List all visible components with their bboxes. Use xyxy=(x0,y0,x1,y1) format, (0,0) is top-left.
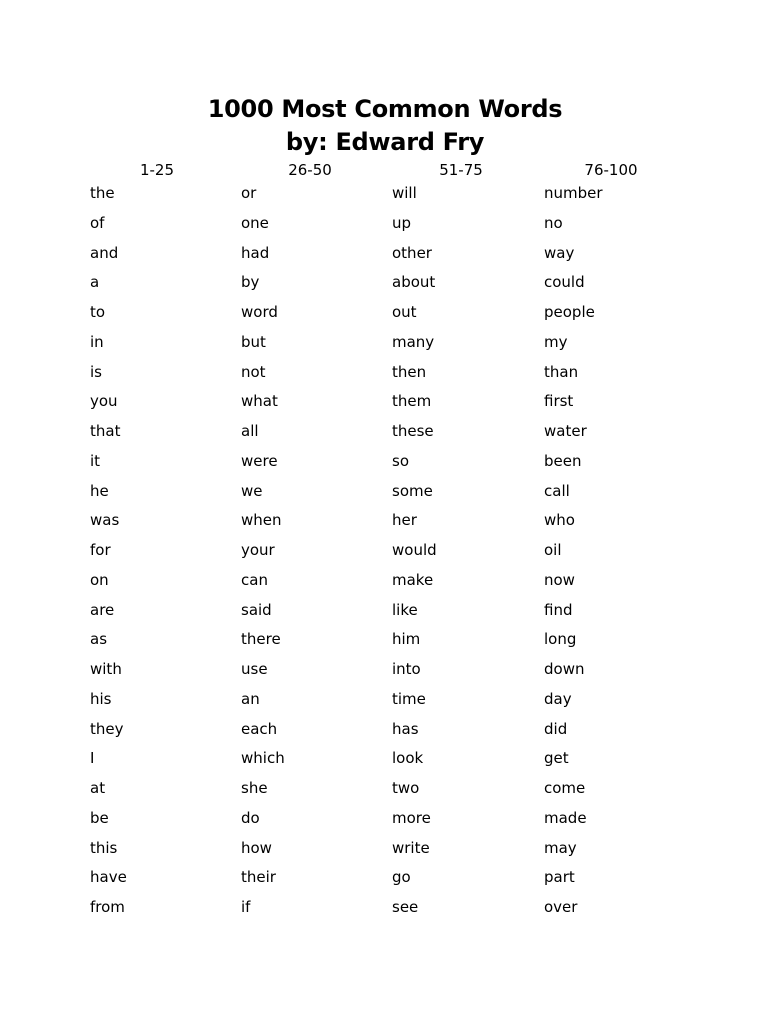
word-list-item: look xyxy=(392,749,424,768)
word-list-item: some xyxy=(392,481,433,500)
word-list-item: it xyxy=(90,451,101,470)
word-list-item: which xyxy=(241,749,285,768)
word-list-item: had xyxy=(241,243,270,262)
word-list-item: people xyxy=(544,303,595,321)
word-list-item: way xyxy=(544,243,575,262)
word-list-item: did xyxy=(544,719,568,738)
word-list-item: be xyxy=(90,808,109,827)
word-list-item: may xyxy=(544,838,577,857)
word-list-item: not xyxy=(241,362,266,381)
word-list-item: who xyxy=(544,511,575,530)
word-list-item: go xyxy=(392,868,411,887)
word-list-item: when xyxy=(241,511,282,530)
document-title: 1000 Most Common Words xyxy=(207,95,563,123)
word-column-51-75 xyxy=(392,181,532,925)
word-list-item: than xyxy=(544,362,579,381)
word-list-item: come xyxy=(544,779,586,797)
word-list-item: out xyxy=(392,303,417,321)
word-list-item: use xyxy=(241,660,268,678)
word-list-item: she xyxy=(241,779,268,797)
word-list-item: find xyxy=(544,600,573,619)
word-list-item: all xyxy=(241,422,259,440)
word-list-item: about xyxy=(392,273,436,292)
word-list-item: then xyxy=(392,362,427,381)
word-column-76-100 xyxy=(544,181,684,925)
word-list-item: part xyxy=(544,868,575,887)
word-list-item: was xyxy=(90,511,120,530)
word-list-item: an xyxy=(241,689,260,708)
word-list-item: my xyxy=(544,332,568,351)
word-list-item: I xyxy=(90,749,95,768)
word-list-item: oil xyxy=(544,541,562,559)
word-list-item: your xyxy=(241,541,275,559)
word-list-item: this xyxy=(90,838,118,857)
word-list-item: how xyxy=(241,838,272,857)
word-list-item: could xyxy=(544,273,585,292)
word-list-item: if xyxy=(241,898,251,916)
word-list-item: as xyxy=(90,630,108,649)
document-author: by: Edward Fry xyxy=(285,128,485,156)
word-list-item: up xyxy=(392,213,412,232)
word-list-item: see xyxy=(392,898,419,916)
word-list-item: word xyxy=(241,303,278,321)
word-list-item: call xyxy=(544,481,570,500)
word-list-item: said xyxy=(241,600,272,619)
word-list-item: at xyxy=(90,779,106,797)
word-list-item: the xyxy=(90,184,115,202)
word-list-item: one xyxy=(241,213,269,232)
word-list-item: more xyxy=(392,808,431,827)
word-list-item: write xyxy=(392,838,430,857)
word-list-item: each xyxy=(241,719,278,738)
word-list-item: get xyxy=(544,749,569,768)
word-list-item: for xyxy=(90,541,111,559)
word-list-item: his xyxy=(90,689,112,708)
word-list-item: a xyxy=(90,273,100,292)
word-list-item: has xyxy=(392,719,419,738)
word-list-item: him xyxy=(392,630,421,649)
word-list-item: into xyxy=(392,660,421,678)
word-list-item: other xyxy=(392,243,432,262)
word-list-item: what xyxy=(241,392,278,411)
word-list-item: so xyxy=(392,451,409,470)
word-list-item: down xyxy=(544,660,585,678)
word-list-item: made xyxy=(544,808,587,827)
word-list-item: and xyxy=(90,243,119,262)
word-list-item: long xyxy=(544,630,577,649)
word-list-item: these xyxy=(392,422,434,440)
word-list-item: first xyxy=(544,392,574,411)
word-list-item: on xyxy=(90,570,109,589)
word-list-item: but xyxy=(241,332,266,351)
word-list-item: by xyxy=(241,273,260,292)
word-list-item: is xyxy=(90,362,102,381)
column-header-76-100: 76-100 xyxy=(584,161,638,179)
word-list-item: her xyxy=(392,511,417,530)
word-list-item: like xyxy=(392,600,418,619)
word-list-item: of xyxy=(90,213,105,232)
word-list-item: in xyxy=(90,332,104,351)
word-list-item: do xyxy=(241,808,260,827)
word-list-item: there xyxy=(241,630,281,649)
word-list-item: they xyxy=(90,719,124,738)
word-list-item: now xyxy=(544,570,575,589)
word-list-item: were xyxy=(241,451,278,470)
word-list-item: their xyxy=(241,868,276,887)
word-list-item: two xyxy=(392,779,420,797)
column-header-1-25: 1-25 xyxy=(139,161,175,179)
word-list-item: day xyxy=(544,689,572,708)
column-header-51-75: 51-75 xyxy=(439,161,483,179)
word-list-item: can xyxy=(241,570,268,589)
word-list-item: from xyxy=(90,898,125,916)
word-list-item: you xyxy=(90,392,118,411)
word-list-item: that xyxy=(90,422,121,440)
word-list-item: or xyxy=(241,184,257,202)
word-list-item: time xyxy=(392,689,426,708)
word-list-item: have xyxy=(90,868,127,887)
word-list-item: to xyxy=(90,303,106,321)
word-column-1-25 xyxy=(90,181,230,925)
word-list-item: water xyxy=(544,422,587,440)
column-header-26-50: 26-50 xyxy=(288,161,332,179)
word-list-item: number xyxy=(544,184,603,202)
word-list-item: are xyxy=(90,600,115,619)
word-column-26-50 xyxy=(241,181,381,925)
word-list-item: been xyxy=(544,451,582,470)
word-list-item: many xyxy=(392,332,435,351)
word-list-item: over xyxy=(544,898,578,916)
word-list-item: them xyxy=(392,392,432,411)
word-list-item: we xyxy=(241,481,263,500)
word-list-item: would xyxy=(392,541,437,559)
word-list-item: he xyxy=(90,481,109,500)
word-list-item: make xyxy=(392,570,434,589)
word-list-item: with xyxy=(90,660,122,678)
word-list-item: will xyxy=(392,184,417,202)
word-list-item: no xyxy=(544,213,563,232)
